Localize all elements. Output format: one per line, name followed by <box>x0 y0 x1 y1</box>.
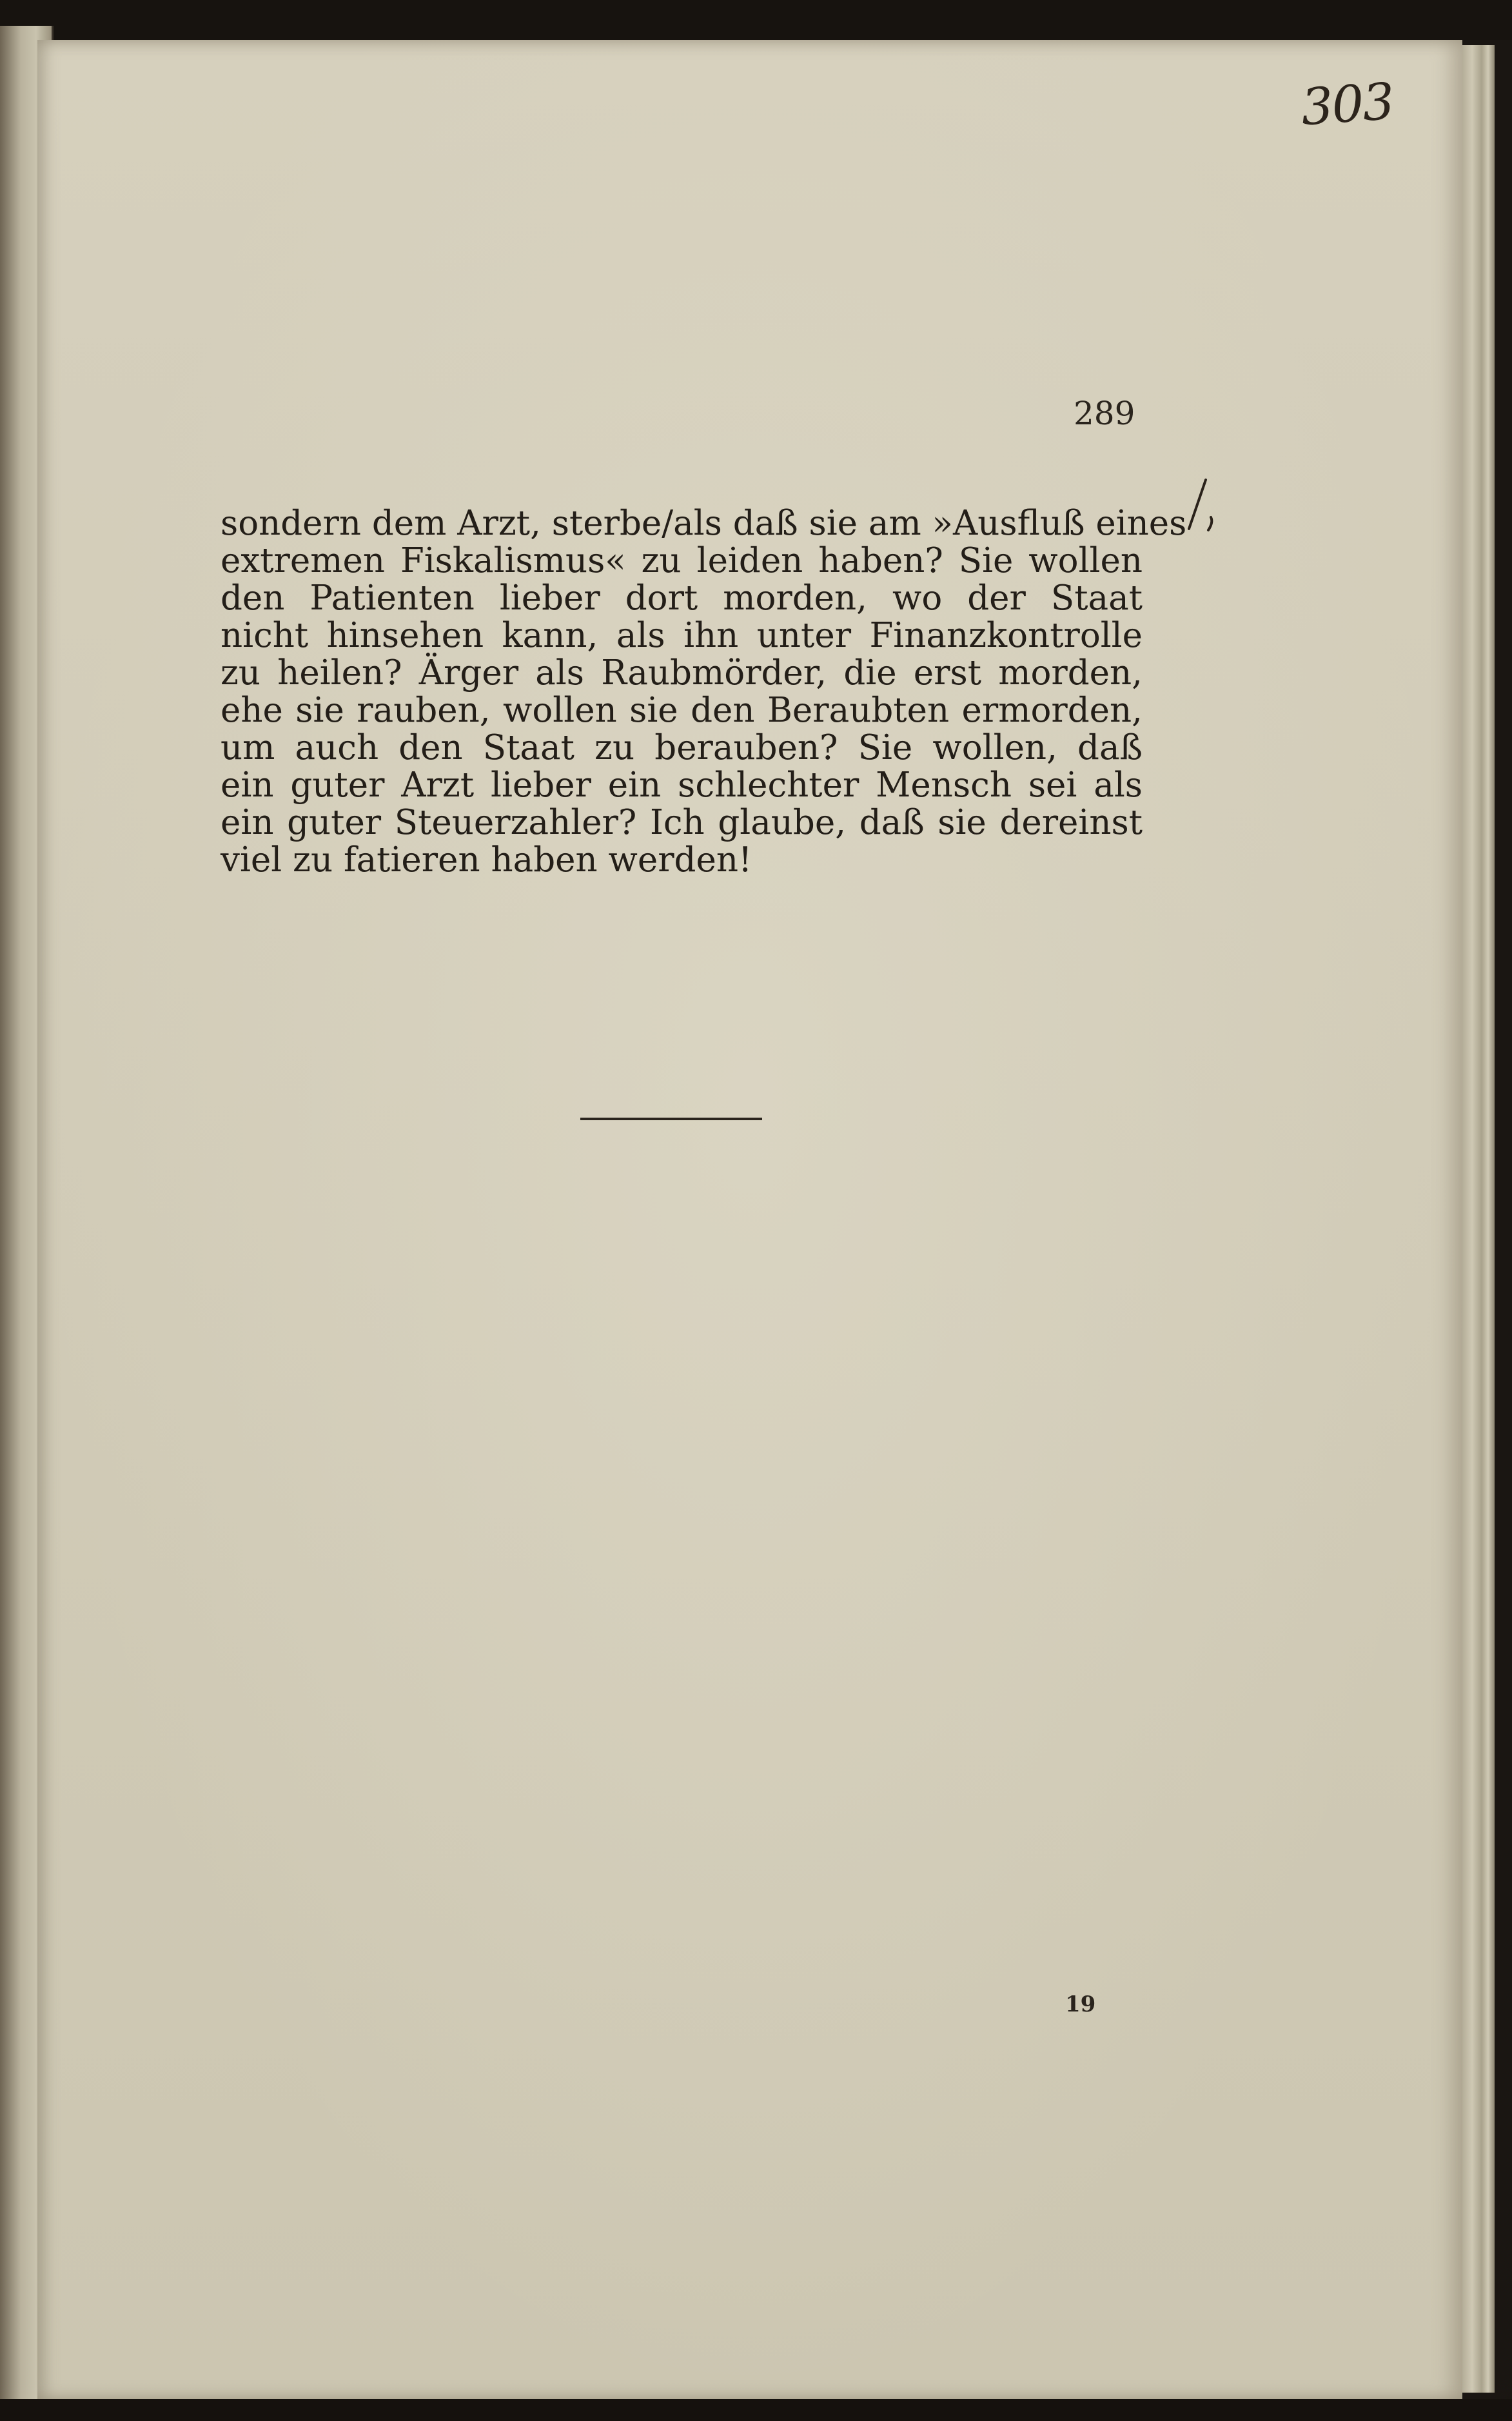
section-divider <box>580 1118 762 1120</box>
text-line: extremen Fiskalismus« zu leiden haben? Sie wollen <box>221 541 1143 580</box>
text-line: sondern dem Arzt, sterbe/als daß sie am »Ausfluß eines <box>221 504 1187 543</box>
text-line: um auch den Staat zu berauben? Sie wollen, daß <box>221 728 1143 767</box>
scan-background-top <box>0 0 1512 40</box>
text-line: zu heilen? Ärger als Raubmörder, die erst morden, <box>221 653 1143 693</box>
handwritten-folio-number: 303 <box>1299 72 1395 137</box>
margin-correction-mark-icon <box>1180 477 1219 535</box>
text-line: nicht hinsehen kann, als ihn unter Finanzkontrolle <box>221 616 1143 655</box>
text-line: ein guter Steuerzahler? Ich glaube, daß sie dereinst <box>221 803 1143 842</box>
book-page <box>37 40 1462 2400</box>
text-line: den Patienten lieber dort morden, wo der Staat <box>221 578 1143 618</box>
text-line: ehe sie rauben, wollen sie den Beraubten ermorden, <box>221 691 1143 730</box>
text-line: ein guter Arzt lieber ein schlechter Mensch sei als <box>221 766 1143 805</box>
page-number: 289 <box>1074 395 1135 432</box>
page-edges <box>1462 45 1495 2393</box>
body-paragraph <box>221 504 1187 880</box>
scan-background-bottom <box>0 2399 1512 2421</box>
printer-signature-mark: 19 <box>1065 1991 1096 2017</box>
text-line: viel zu fatieren haben werden! <box>221 840 752 880</box>
